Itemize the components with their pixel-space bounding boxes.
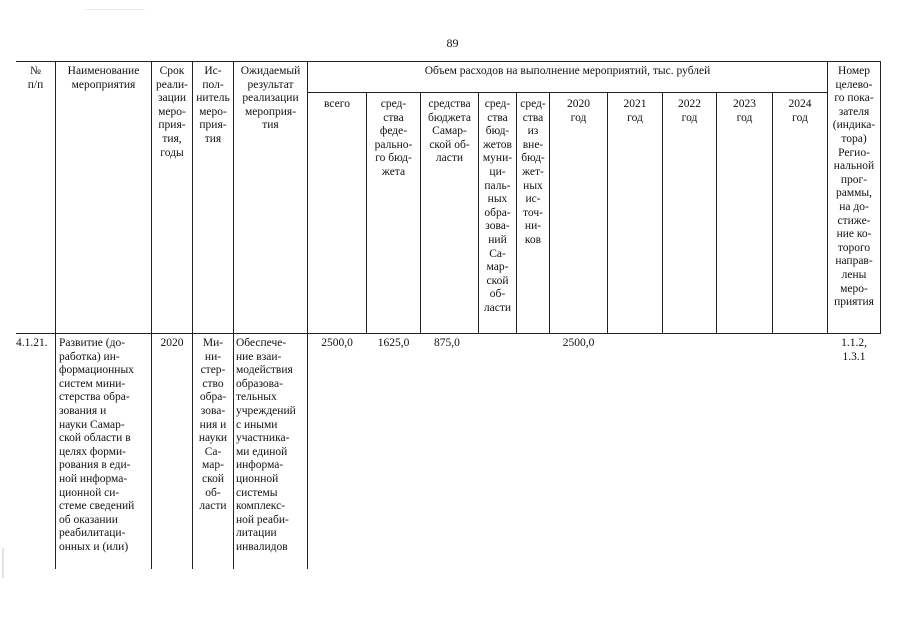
col-line-11 bbox=[607, 92, 608, 333]
header-term: Срок реали- зации меро- прия- тия, годы bbox=[156, 65, 188, 159]
header-2022: 2022 год bbox=[678, 98, 701, 124]
header-2024: 2024 год bbox=[788, 98, 812, 124]
row-federal: 1625,0 bbox=[377, 337, 410, 349]
header-name: Наименование мероприятия bbox=[67, 65, 140, 91]
scan-artifact-top bbox=[85, 9, 145, 10]
row-line-1 bbox=[55, 333, 56, 569]
row-executor: Ми- ни- стер- ство обра- зова- ния и науки Са- мар- ской об- ласти bbox=[198, 337, 228, 513]
header-result: Ожидаемый результат реализации мероприя- тия bbox=[240, 65, 301, 132]
row-line-5 bbox=[307, 333, 308, 569]
col-line-10 bbox=[549, 92, 550, 333]
page-number: 89 bbox=[446, 36, 459, 50]
header-regional: средства бюджета Самар- ской об- ласти bbox=[428, 98, 471, 165]
header-total: всего bbox=[324, 98, 350, 110]
col-line-14 bbox=[772, 92, 773, 333]
header-bottom-border bbox=[16, 333, 881, 334]
header-2023: 2023 год bbox=[733, 98, 756, 124]
header-expenses-group: Объем расходов на выполнение мероприятий, тыс. рублей bbox=[424, 65, 711, 77]
row-line-2 bbox=[151, 333, 152, 569]
row-term: 2020 bbox=[160, 337, 184, 349]
table-right-border bbox=[880, 61, 881, 333]
row-num: 4.1.21. bbox=[16, 337, 48, 349]
row-indicator: 1.1.2, 1.3.1 bbox=[841, 337, 867, 363]
row-total: 2500,0 bbox=[321, 337, 353, 349]
subheader-top-border bbox=[307, 92, 828, 93]
col-line-1 bbox=[55, 61, 56, 333]
header-federal: сред- ства феде- рально- го бюд- жета bbox=[374, 98, 413, 178]
col-line-12 bbox=[662, 92, 663, 333]
header-num: № п/п bbox=[27, 65, 44, 91]
row-2020: 2500,0 bbox=[562, 337, 595, 349]
scan-artifact-left bbox=[2, 548, 4, 578]
col-line-13 bbox=[716, 92, 717, 333]
header-2020: 2020 год bbox=[567, 98, 590, 124]
row-line-4 bbox=[233, 333, 234, 569]
table-top-border bbox=[16, 61, 881, 62]
header-2021: 2021 год bbox=[623, 98, 647, 124]
row-regional: 875,0 bbox=[434, 337, 460, 349]
header-municipal: сред- ства бюд- жетов муни- ци- паль- ных обра- зова- ний Са- мар- ской об- ласти bbox=[482, 98, 513, 314]
header-extra: сред- ства из вне- бюд- жет- ных ис- точ- ни- ков bbox=[520, 98, 546, 246]
header-executor: Ис- пол- нитель меро- прия- тия bbox=[196, 65, 230, 145]
row-result: Обеспече- ние взаи- модействия образова- тельных учреждений с иными участника- ми единой информа- ционной системы комплекс- ной реаби- литации инвалидов bbox=[236, 337, 296, 553]
row-name: Развитие (до- работка) ин- формационных систем мини- стерства обра- зования и науки Самар- ской области в целях форми- рования в еди- ной информа- ционной си- стеме сведений об оказании реабилитаци- онных и (или) bbox=[59, 337, 135, 553]
header-indicator: Номер целево- го пока- зателя (индика- тора) Регио- нальной прог- раммы, на до- стиже- ние ко- торого направ- лены меро- приятия bbox=[832, 65, 876, 309]
